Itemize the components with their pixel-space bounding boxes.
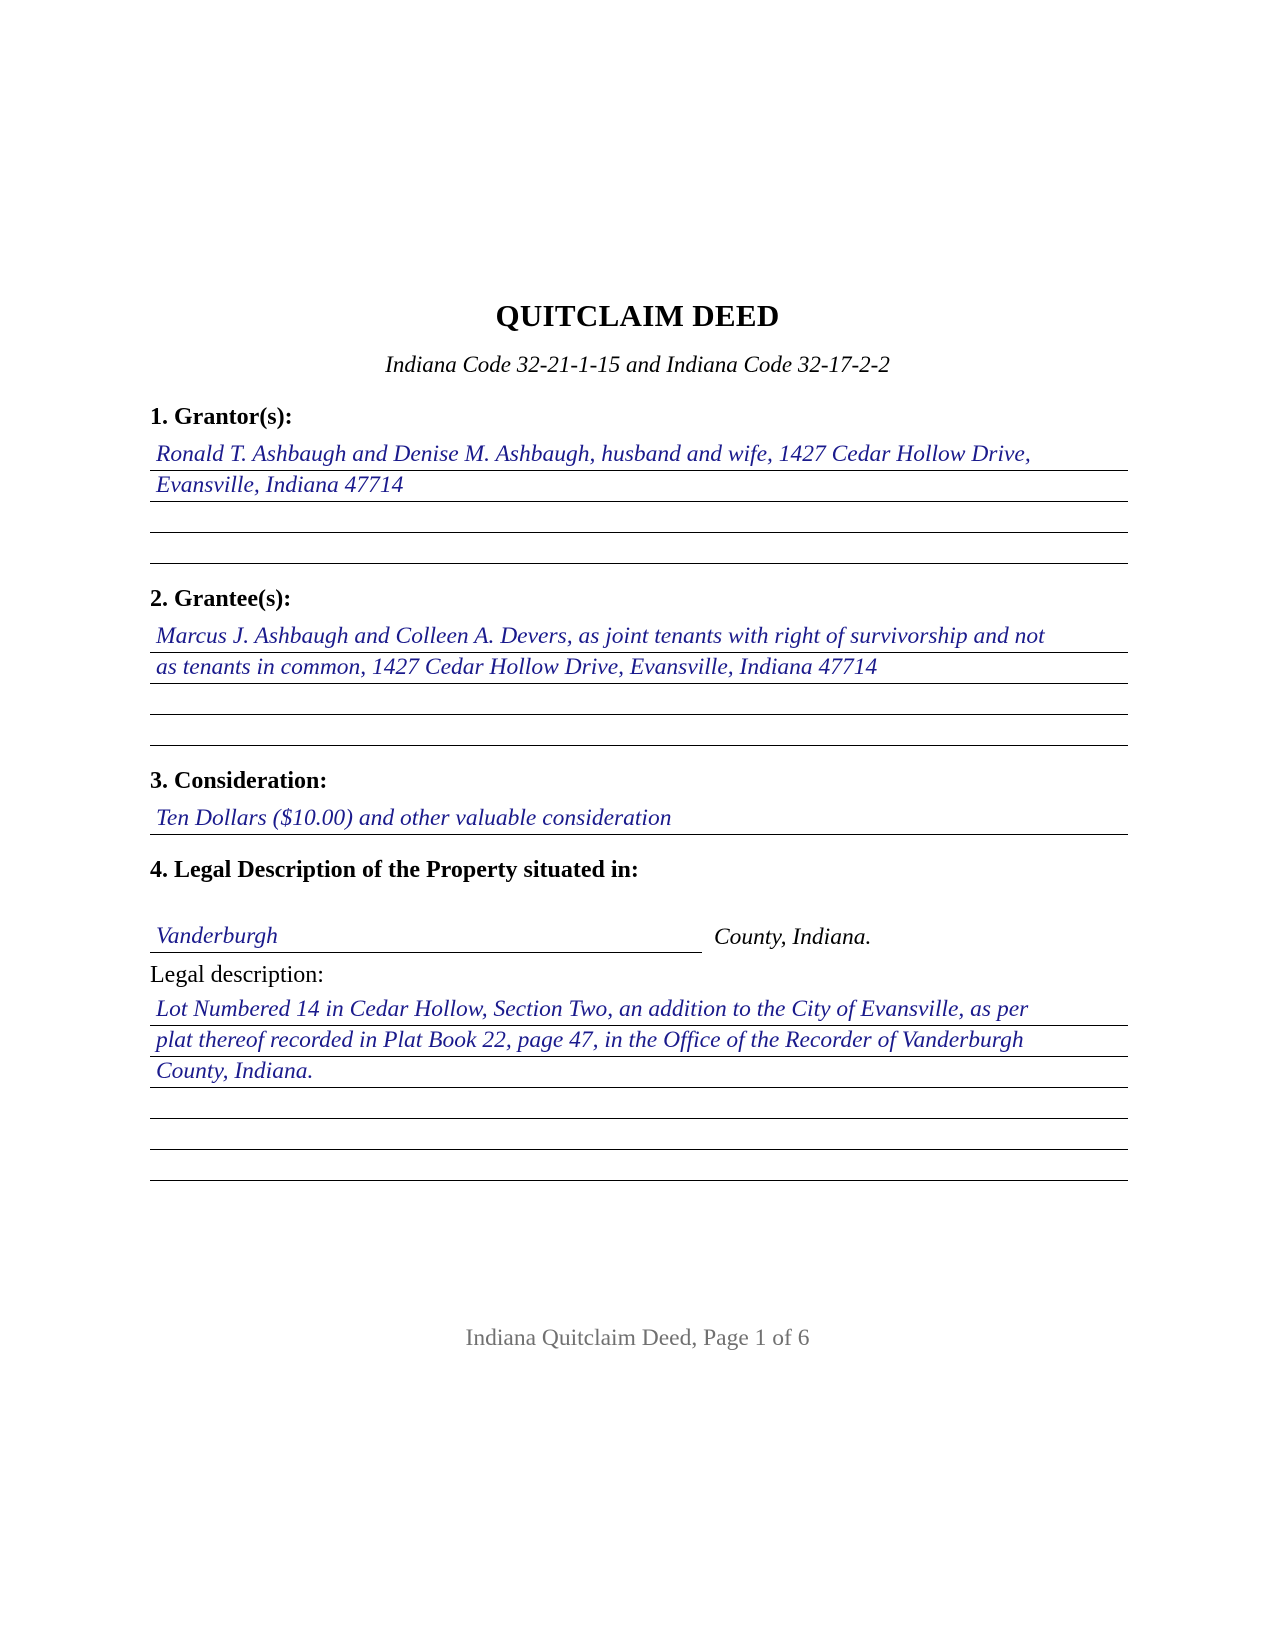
legal-line-5[interactable]	[150, 1119, 1128, 1150]
grantor-line-2[interactable]: Evansville, Indiana 47714	[150, 471, 1128, 502]
county-field[interactable]: Vanderburgh	[150, 921, 702, 953]
consideration-heading: 3. Consideration:	[150, 768, 328, 794]
page-footer: Indiana Quitclaim Deed, Page 1 of 6	[465, 1325, 810, 1351]
grantee-line-1[interactable]: Marcus J. Ashbaugh and Colleen A. Devers, as joint tenants with right of survivorship and not	[150, 622, 1128, 653]
grantor-fields	[150, 440, 1128, 564]
consideration-fields	[150, 804, 1128, 835]
legal-line-6[interactable]	[150, 1150, 1128, 1181]
grantee-line-3[interactable]	[150, 684, 1128, 715]
grantee-line-4[interactable]	[150, 715, 1128, 746]
legal-description-heading: 4. Legal Description of the Property situated in:	[150, 857, 639, 883]
legal-description-fields	[150, 995, 1128, 1181]
legal-line-2[interactable]: plat thereof recorded in Plat Book 22, page 47, in the Office of the Recorder of Vanderburgh	[150, 1026, 1128, 1057]
document-subtitle: Indiana Code 32-21-1-15 and Indiana Code 32-17-2-2	[385, 352, 890, 377]
grantee-line-2[interactable]: as tenants in common, 1427 Cedar Hollow Drive, Evansville, Indiana 47714	[150, 653, 1128, 684]
grantee-heading: 2. Grantee(s):	[150, 586, 292, 612]
legal-line-1[interactable]: Lot Numbered 14 in Cedar Hollow, Section Two, an addition to the City of Evansville, as per	[150, 995, 1128, 1026]
grantor-line-3[interactable]	[150, 502, 1128, 533]
grantor-line-4[interactable]	[150, 533, 1128, 564]
document-title: QUITCLAIM DEED	[495, 298, 780, 333]
grantor-heading: 1. Grantor(s):	[150, 404, 293, 430]
legal-description-label: Legal description:	[150, 962, 324, 988]
county-suffix: County, Indiana.	[714, 924, 872, 950]
consideration-field[interactable]: Ten Dollars ($10.00) and other valuable consideration	[150, 804, 1128, 835]
grantor-line-1[interactable]: Ronald T. Ashbaugh and Denise M. Ashbaugh, husband and wife, 1427 Cedar Hollow Drive,	[150, 440, 1128, 471]
legal-line-4[interactable]	[150, 1088, 1128, 1119]
legal-line-3[interactable]: County, Indiana.	[150, 1057, 1128, 1088]
grantee-fields	[150, 622, 1128, 746]
